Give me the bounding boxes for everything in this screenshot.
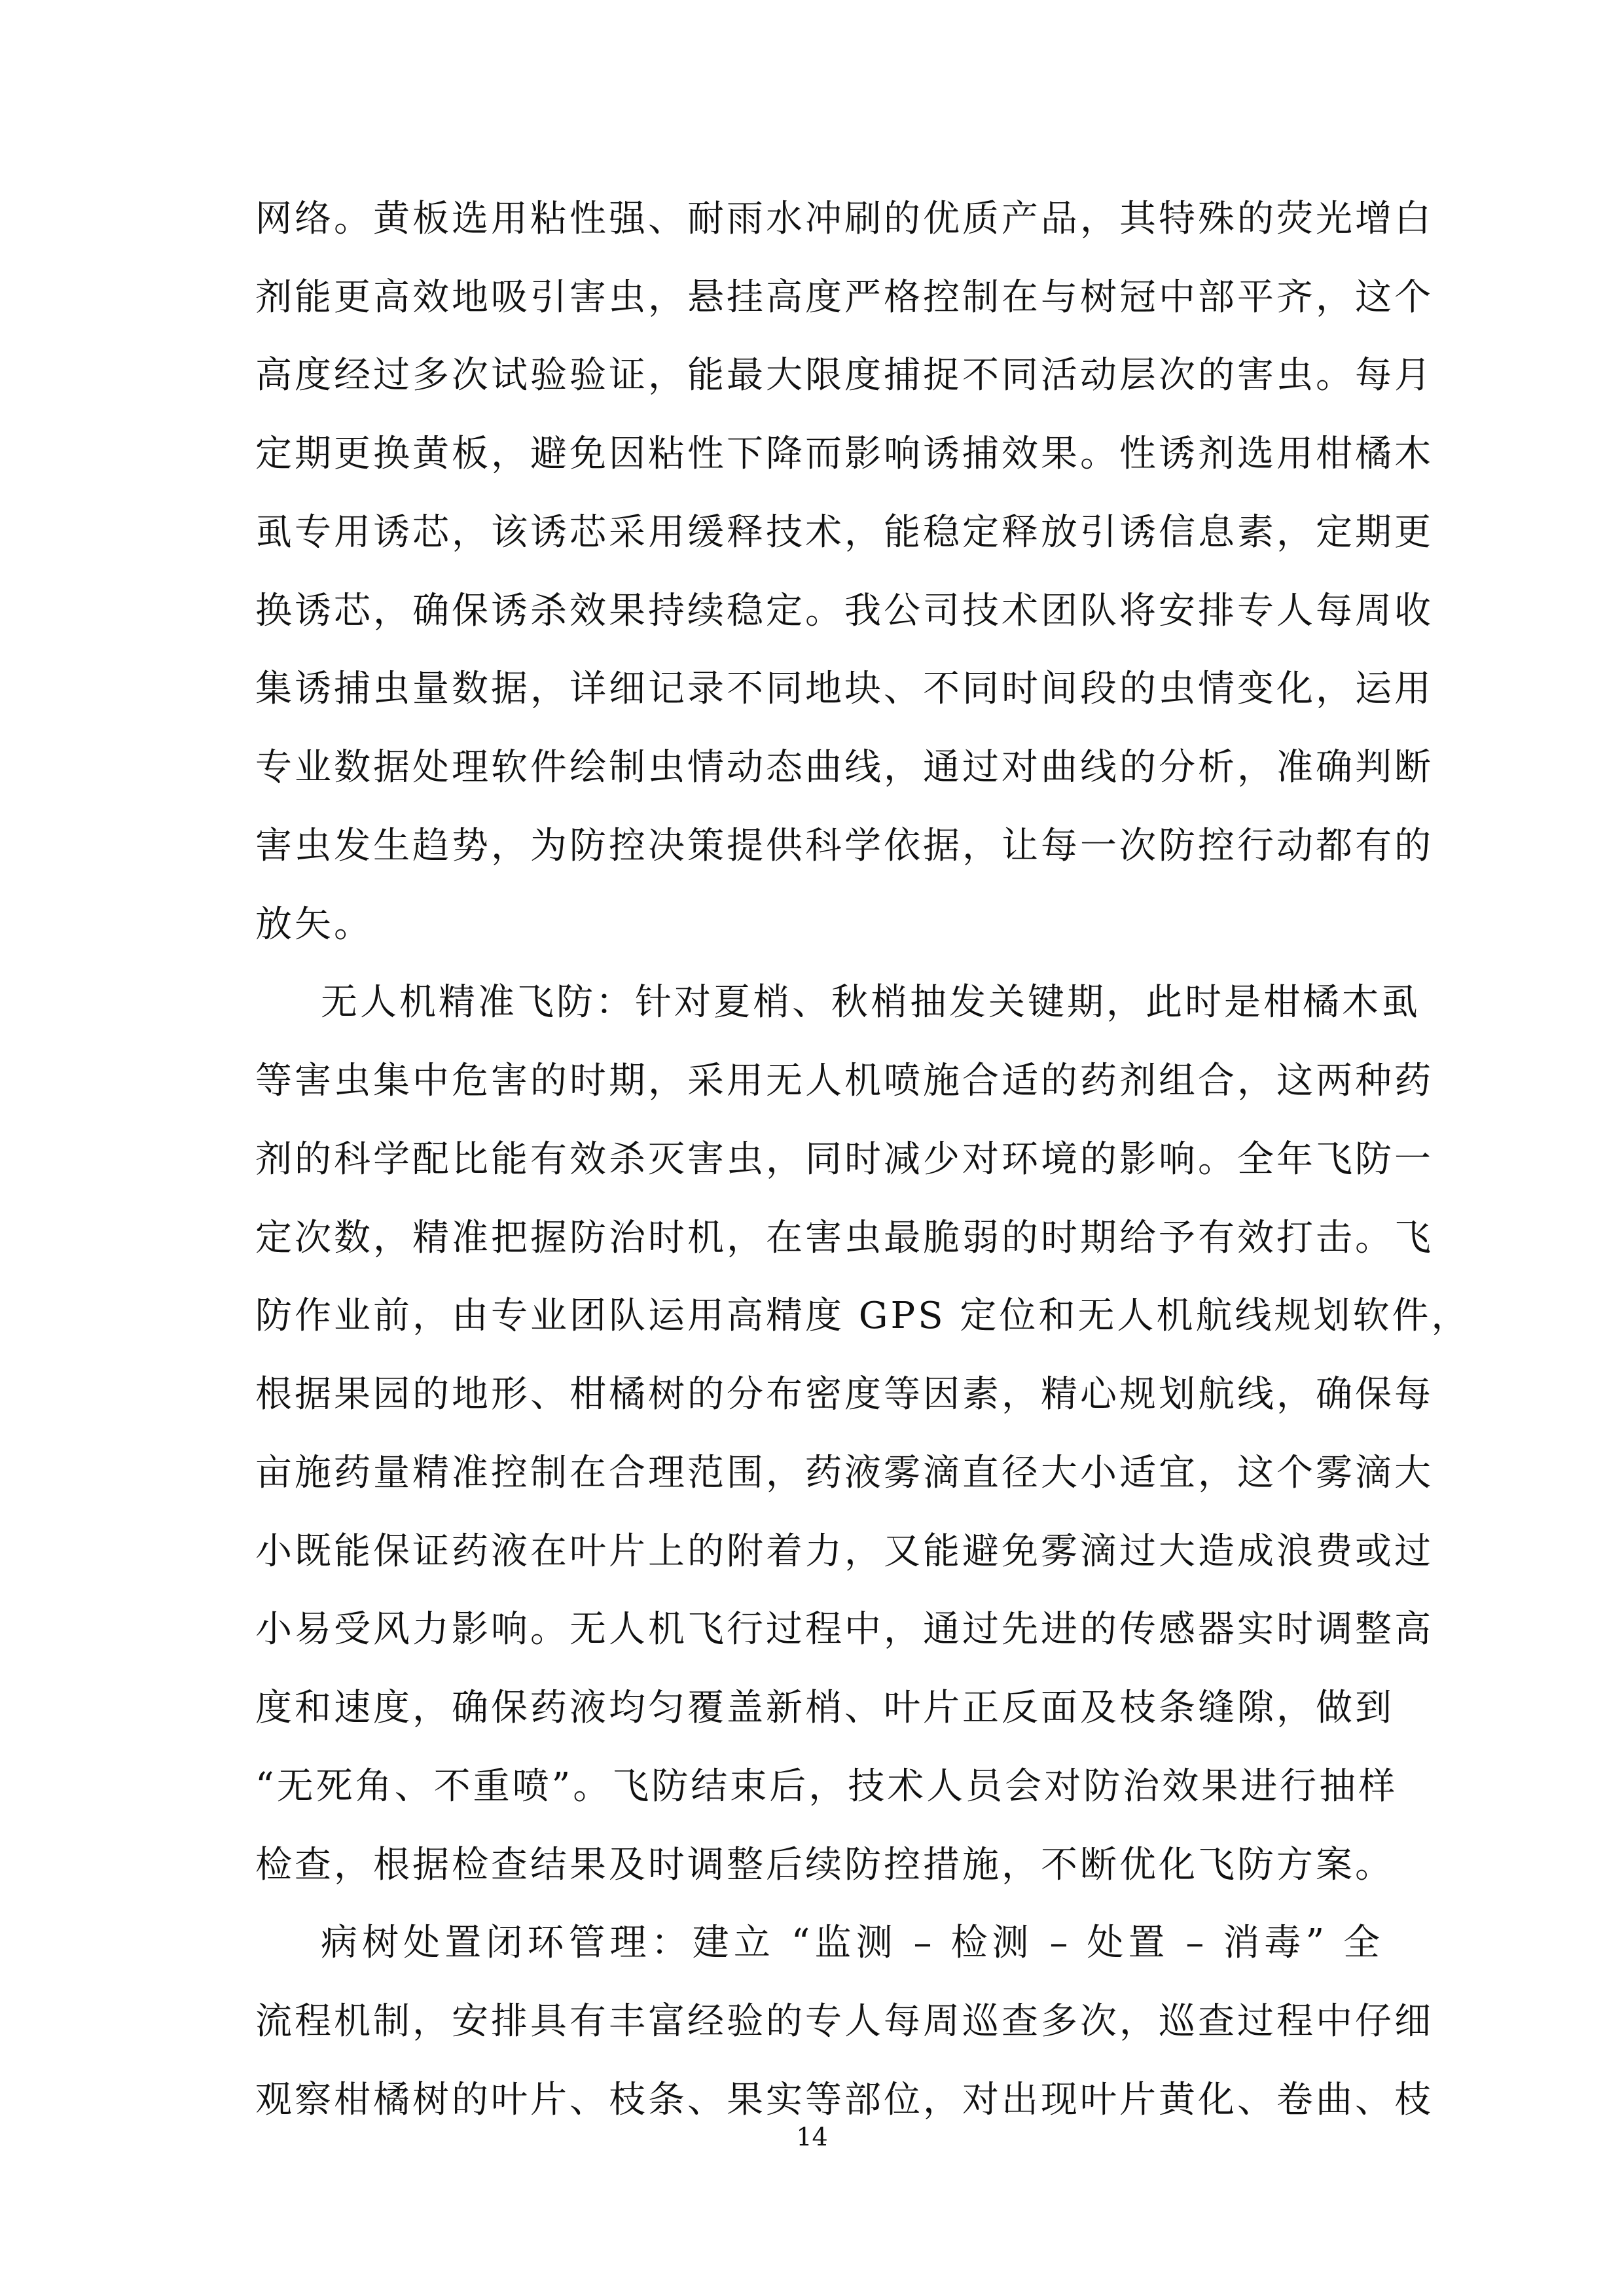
body-text-line: 流程机制，安排具有丰富经验的专人每周巡查多次，巡查过程中仔细 (255, 2000, 1434, 2043)
body-text-line: 等害虫集中危害的时期，采用无人机喷施合适的药剂组合，这两种药 (255, 1060, 1434, 1102)
body-text-line: “无死角、不重喷”。飞防结束后，技术人员会对防治效果进行抽样 (255, 1765, 1398, 1808)
body-text-line: 剂能更高效地吸引害虫，悬挂高度严格控制在与树冠中部平齐，这个 (255, 276, 1434, 319)
body-text-line: 剂的科学配比能有效杀灭害虫，同时减少对环境的影响。全年飞防一 (255, 1138, 1434, 1181)
body-text-line: 专业数据处理软件绘制虫情动态曲线，通过对曲线的分析，准确判断 (255, 746, 1434, 789)
body-text-line: 换诱芯，确保诱杀效果持续稳定。我公司技术团队将安排专人每周收 (255, 590, 1434, 632)
body-text-line: 小既能保证药液在叶片上的附着力，又能避免雾滴过大造成浪费或过 (255, 1530, 1434, 1573)
body-text-line: 定次数，精准把握防治时机，在害虫最脆弱的时期给予有效打击。飞 (255, 1217, 1434, 1259)
body-text-line: 放矢。 (255, 903, 373, 946)
page-number: 14 (796, 2123, 828, 2151)
paragraph-first-line: 病树处置闭环管理：建立 “监测 – 检测 – 处置 – 消毒” 全 (321, 1922, 1382, 1964)
body-text-line: 检查，根据检查结果及时调整后续防控措施，不断优化飞防方案。 (255, 1844, 1394, 1886)
body-text-line: 根据果园的地形、柑橘树的分布密度等因素，精心规划航线，确保每 (255, 1373, 1434, 1416)
body-text-line: 小易受风力影响。无人机飞行过程中，通过先进的传感器实时调整高 (255, 1608, 1434, 1651)
body-text-line: 观察柑橘树的叶片、枝条、果实等部位，对出现叶片黄化、卷曲、枝 (255, 2079, 1434, 2121)
paragraph-first-line: 无人机精准飞防：针对夏梢、秋梢抽发关键期，此时是柑橘木虱 (321, 981, 1420, 1024)
body-text-line: 害虫发生趋势，为防控决策提供科学依据，让每一次防控行动都有的 (255, 825, 1434, 867)
body-text-line: 网络。黄板选用粘性强、耐雨水冲刷的优质产品，其特殊的荧光增白 (255, 198, 1434, 240)
body-text-line: 防作业前，由专业团队运用高精度 GPS 定位和无人机航线规划软件， (255, 1295, 1471, 1337)
body-text-line: 高度经过多次试验验证，能最大限度捕捉不同活动层次的害虫。每月 (255, 354, 1434, 397)
body-text-line: 集诱捕虫量数据，详细记录不同地块、不同时间段的虫情变化，运用 (255, 668, 1434, 710)
body-text-line: 亩施药量精准控制在合理范围，药液雾滴直径大小适宜，这个雾滴大 (255, 1452, 1434, 1494)
body-text-line: 定期更换黄板，避免因粘性下降而影响诱捕效果。性诱剂选用柑橘木 (255, 433, 1434, 475)
body-text-line: 度和速度，确保药液均匀覆盖新梢、叶片正反面及枝条缝隙，做到 (255, 1687, 1394, 1729)
body-text-line: 虱专用诱芯，该诱芯采用缓释技术，能稳定释放引诱信息素，定期更 (255, 511, 1434, 554)
